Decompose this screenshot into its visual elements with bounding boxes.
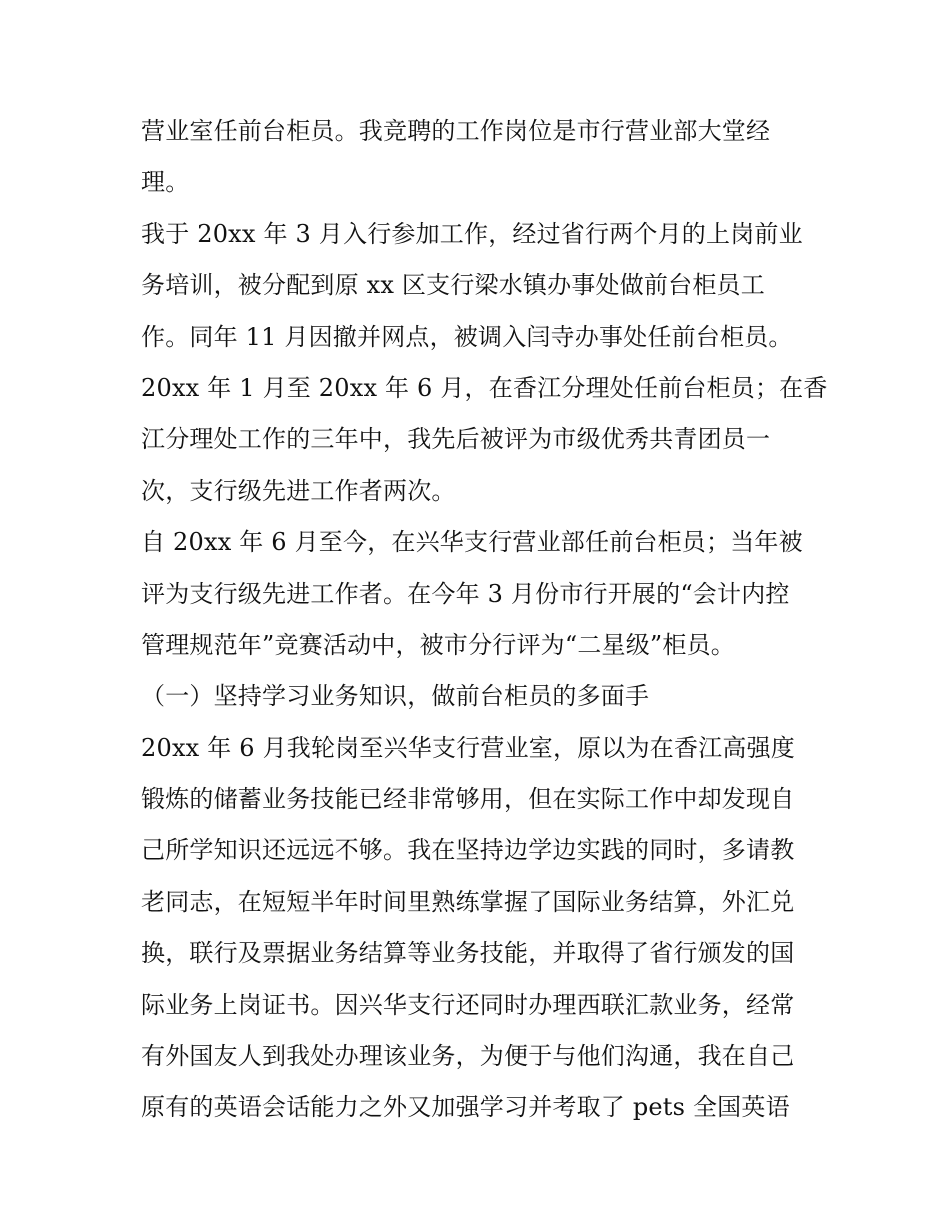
document-body [141,106,828,1134]
text-line: 作。同年 11 月因撤并网点，被调入闫寺办事处任前台柜员。 [141,322,793,351]
text-line: 际业务上岗证书。因兴华支行还同时办理西联汇款业务，经常 [141,990,795,1019]
section-heading: （一）坚持学习业务知识，做前台柜员的多面手 [141,682,650,711]
text-line: 20xx 年 1 月至 20xx 年 6 月，在香江分理处任前台柜员；在香 [141,373,828,402]
text-line: 营业室任前台柜员。我竞聘的工作岗位是市行营业部大堂经 [141,117,771,145]
text-line: 20xx 年 6 月我轮岗至兴华支行营业室，原以为在香江高强度 [141,733,795,762]
text-line: 评为支行级先进工作者。在今年 3 月份市行开展的“会计内控 [141,579,790,608]
text-line: 我于 20xx 年 3 月入行参加工作，经过省行两个月的上岗前业 [141,219,803,248]
text-line: 江分理处工作的三年中，我先后被评为市级优秀共青团员一 [141,425,771,454]
text-line: 管理规范年”竞赛活动中，被市分行评为“二星级”柜员。 [141,630,736,659]
text-line: 锻炼的储蓄业务技能已经非常够用，但在实际工作中却发现自 [141,785,795,814]
text-line: 理。 [141,168,190,197]
text-line: 务培训，被分配到原 xx 区支行梁水镇办事处做前台柜员工 [141,271,765,300]
text-line: 自 20xx 年 6 月至今，在兴华支行营业部任前台柜员；当年被 [141,528,803,557]
text-line: 老同志，在短短半年时间里熟练掌握了国际业务结算，外汇兑 [141,887,795,916]
text-line: 换，联行及票据业务结算等业务技能，并取得了省行颁发的国 [141,939,795,968]
text-line: 次，支行级先进工作者两次。 [141,476,456,505]
text-line: 己所学知识还远远不够。我在坚持边学边实践的同时，多请教 [141,836,795,865]
text-line: 有外国友人到我处办理该业务，为便于与他们沟通，我在自己 [141,1042,795,1071]
text-line: 原有的英语会话能力之外又加强学习并考取了 pets 全国英语 [141,1093,790,1122]
